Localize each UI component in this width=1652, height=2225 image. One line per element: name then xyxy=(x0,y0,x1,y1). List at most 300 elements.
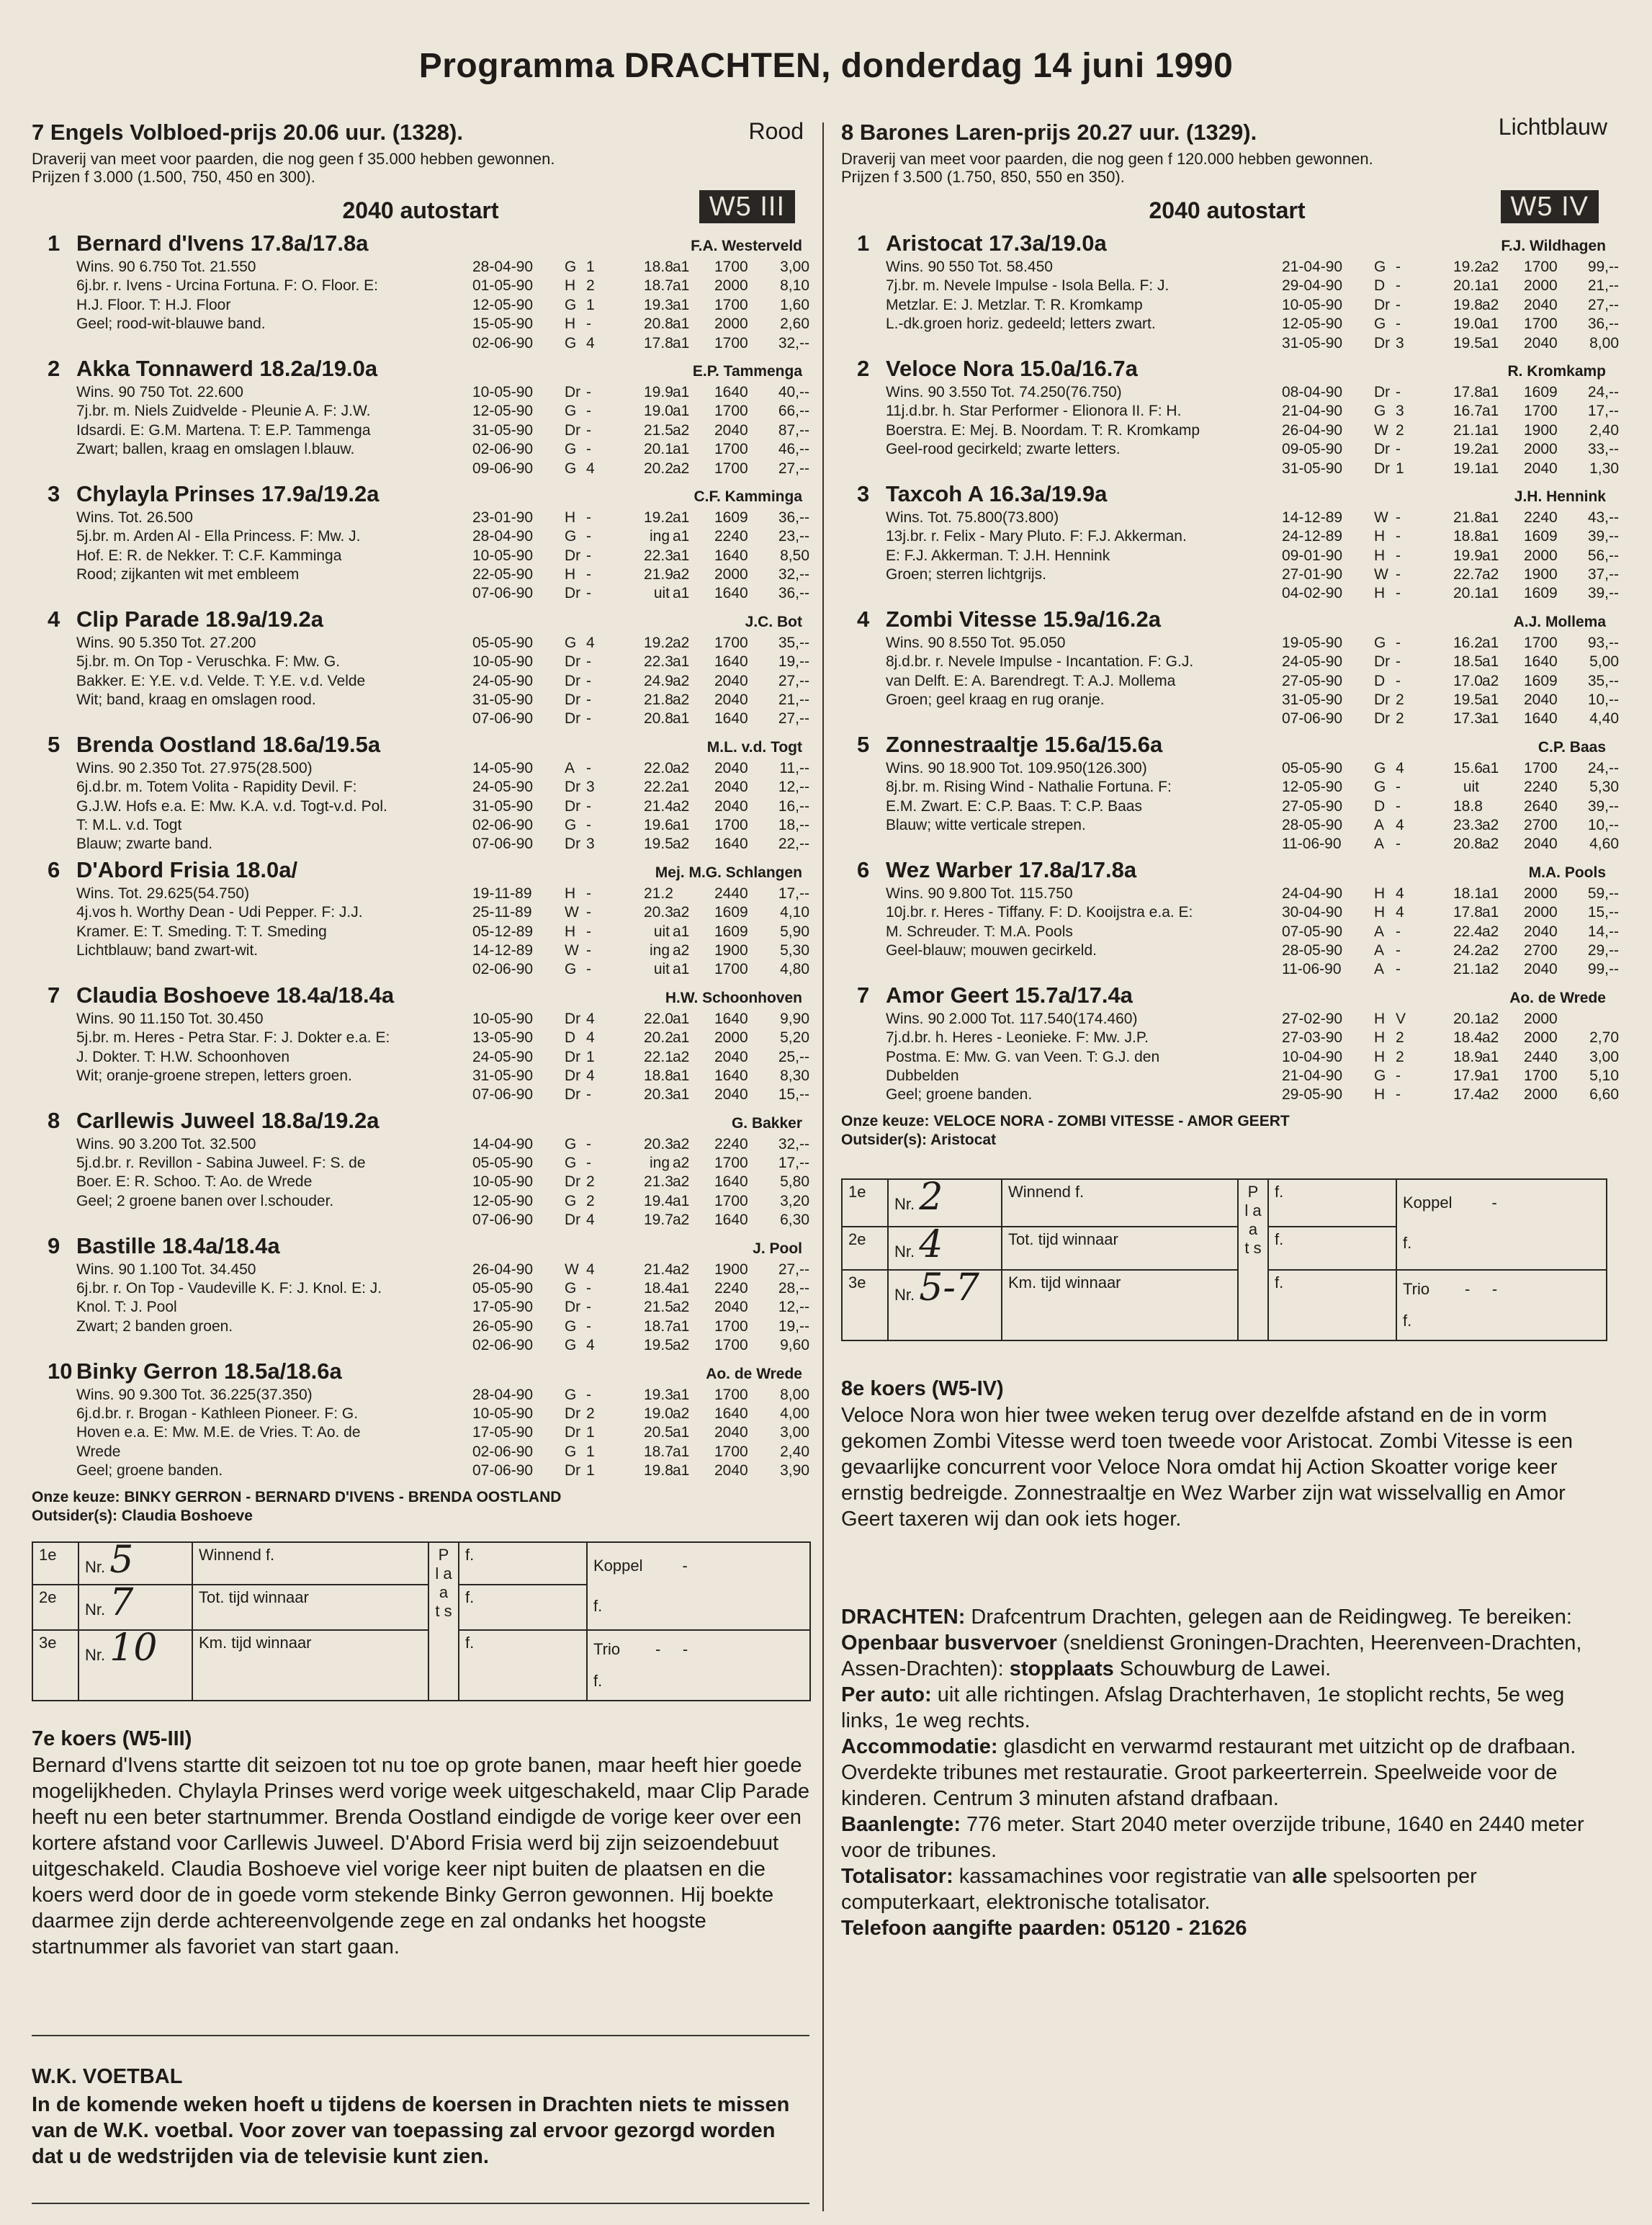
start-field: 19.9 xyxy=(1453,547,1483,564)
start-field: 15-05-90 xyxy=(472,315,534,333)
phone-line: Telefoon aangifte paarden: 05120 - 21626 xyxy=(841,1916,1247,1940)
horse-details xyxy=(32,885,809,980)
horse-name: D'Abord Frisia 18.0a/ xyxy=(76,856,298,882)
start-field: 3,20 xyxy=(780,1192,809,1209)
start-field: Dr xyxy=(565,585,581,602)
start-field: 05-05-90 xyxy=(472,1280,534,1297)
start-field: a1 xyxy=(1482,885,1499,902)
horse-details xyxy=(841,258,1619,353)
horse-name: Clip Parade 18.9a/19.2a xyxy=(76,606,323,632)
horse-info-line: 6j.d.br. m. Totem Volita - Rapidity Devil. F: xyxy=(76,779,357,796)
horse-number: 5 xyxy=(857,731,870,757)
start-field: Dr xyxy=(565,836,581,853)
form-nr-cell[interactable]: Nr. 4 xyxy=(888,1227,1002,1270)
start-field: 6,30 xyxy=(780,1212,809,1229)
start-field: a2 xyxy=(673,759,690,776)
start-field: 25-11-89 xyxy=(472,904,532,921)
start-field: a1 xyxy=(1482,315,1499,333)
horse-header xyxy=(841,981,1613,1010)
start-field: 32,-- xyxy=(778,334,809,352)
start-field: 2000 xyxy=(1524,277,1558,295)
form-plaats: P l a a t s xyxy=(428,1542,459,1701)
start-field: 01-05-90 xyxy=(472,277,534,295)
start-field: G xyxy=(565,528,577,545)
start-row xyxy=(472,691,809,709)
start-row xyxy=(472,816,809,835)
start-field: 1700 xyxy=(1524,634,1558,651)
horse-info xyxy=(76,509,511,585)
start-field: 24,-- xyxy=(1587,759,1619,776)
start-field: - xyxy=(1396,259,1401,275)
start-field: 32,-- xyxy=(778,1135,809,1152)
start-field: - xyxy=(1396,941,1401,959)
start-field: G xyxy=(1374,1067,1386,1084)
start-field: 1640 xyxy=(714,585,748,602)
start-field: 23-01-90 xyxy=(472,509,534,526)
start-row xyxy=(472,315,809,333)
start-field: 22.2 xyxy=(644,779,673,796)
start-field: 4 xyxy=(586,334,595,352)
start-field: a1 xyxy=(673,1029,690,1047)
start-field: A xyxy=(565,759,575,776)
horse-info-line: Wit; band, kraag en omslagen rood. xyxy=(76,691,316,709)
form-nr-cell[interactable]: Nr. 10 xyxy=(78,1630,192,1701)
start-row xyxy=(1282,1085,1619,1104)
start-field: 1640 xyxy=(1524,710,1558,728)
start-field: 27,-- xyxy=(778,460,809,477)
start-field: - xyxy=(586,1299,591,1316)
start-field: G xyxy=(565,1135,577,1152)
start-field: G xyxy=(565,634,577,651)
start-field: Dr xyxy=(565,691,581,709)
horse-header xyxy=(841,480,1613,509)
start-field: G xyxy=(565,1443,577,1460)
start-field: 2 xyxy=(586,277,595,295)
start-field: 18.7 xyxy=(644,1317,673,1335)
start-field: 10-05-90 xyxy=(472,1010,534,1027)
start-row xyxy=(1282,634,1619,653)
start-field: - xyxy=(586,1155,591,1172)
start-field: 40,-- xyxy=(778,383,809,400)
start-field: 1640 xyxy=(714,383,748,400)
start-field: uit xyxy=(653,923,670,940)
start-field: a1 xyxy=(673,547,690,564)
start-field: 22.3 xyxy=(644,653,673,671)
start-field: 22.4 xyxy=(1453,923,1483,940)
start-field: 10,-- xyxy=(1587,816,1619,833)
form-rank: 2e xyxy=(32,1585,78,1630)
start-field: 2040 xyxy=(714,672,748,689)
recent-starts xyxy=(1282,1010,1619,1105)
start-field: 19.6 xyxy=(644,816,673,833)
start-row xyxy=(472,383,809,402)
start-field: 1700 xyxy=(1524,259,1558,275)
start-row xyxy=(472,778,809,797)
start-field: G xyxy=(565,1337,577,1354)
horse-entry xyxy=(32,981,809,1105)
trainer-name: E.P. Tammenga xyxy=(692,362,802,380)
horse-info-line: Hoven e.a. E: Mw. M.E. de Vries. T: Ao. de xyxy=(76,1424,361,1441)
start-field: - xyxy=(1396,797,1401,815)
horse-header xyxy=(841,605,1613,634)
start-field: 2040 xyxy=(1524,334,1558,352)
start-field: a2 xyxy=(1482,259,1499,275)
start-field: 93,-- xyxy=(1587,634,1619,651)
start-field: 2700 xyxy=(1524,816,1558,833)
start-field: - xyxy=(586,904,591,921)
start-field: 2,40 xyxy=(1589,421,1619,439)
start-field: 20.8 xyxy=(644,710,673,728)
start-field: 29-05-90 xyxy=(1282,1086,1343,1103)
start-field: 31-05-90 xyxy=(472,691,534,709)
horse-details xyxy=(841,1010,1619,1105)
start-row xyxy=(1282,691,1619,709)
start-field: Dr xyxy=(565,1212,581,1229)
start-field: 12-05-90 xyxy=(472,403,534,420)
start-field: 36,-- xyxy=(1587,315,1619,333)
start-field: 4 xyxy=(586,634,595,651)
start-field: a1 xyxy=(1482,547,1499,564)
start-field: 2040 xyxy=(1524,836,1558,853)
start-field: a2 xyxy=(673,1299,690,1316)
horse-number: 1 xyxy=(48,230,60,256)
start-field: 43,-- xyxy=(1587,509,1619,526)
horse-info-line: 4j.vos h. Worthy Dean - Udi Pepper. F: J.J. xyxy=(76,904,363,921)
start-field: - xyxy=(1396,1086,1401,1103)
horse-number: 9 xyxy=(48,1232,60,1258)
horse-entry xyxy=(32,1357,809,1481)
horse-info-line: Wins. 90 5.350 Tot. 27.200 xyxy=(76,634,256,651)
start-field: 07-06-90 xyxy=(472,710,534,728)
start-field: Dr xyxy=(565,779,581,796)
start-field: 24-05-90 xyxy=(472,1048,534,1065)
form-field[interactable]: f. xyxy=(1268,1179,1396,1227)
start-field: 27-03-90 xyxy=(1282,1029,1343,1047)
trainer-name: Ao. de Wrede xyxy=(706,1365,802,1382)
horse-details xyxy=(32,759,809,854)
start-field: a1 xyxy=(673,315,690,333)
start-field: 17.8 xyxy=(1453,383,1483,400)
start-type: 2040 autostart xyxy=(342,197,499,223)
start-row xyxy=(472,565,809,584)
trainer-name: J. Pool xyxy=(753,1240,802,1257)
start-field: Dr xyxy=(565,1086,581,1103)
start-field: - xyxy=(586,923,591,940)
start-field: 1609 xyxy=(1524,528,1558,545)
start-field: a1 xyxy=(673,1386,690,1403)
start-field: 17,-- xyxy=(1587,403,1619,420)
start-field: - xyxy=(586,528,591,545)
handwritten-nr: 2 xyxy=(919,1175,943,1219)
start-field: 3 xyxy=(586,779,595,796)
horse-name: Bastille 18.4a/18.4a xyxy=(76,1232,280,1258)
horse-info-line: 7j.br. m. Niels Zuidvelde - Pleunie A. F: J.W. xyxy=(76,403,371,420)
start-field: 1640 xyxy=(1524,653,1558,671)
start-field: 4 xyxy=(1396,904,1404,921)
start-field: 08-04-90 xyxy=(1282,383,1343,400)
start-type: 2040 autostart xyxy=(1149,197,1306,223)
race-class-badge: W5 III xyxy=(699,190,795,223)
start-field: 27-01-90 xyxy=(1282,566,1343,583)
horse-entry xyxy=(32,480,809,604)
horse-info-line: L.-dk.groen horiz. gedeeld; letters zwart. xyxy=(886,315,1156,333)
start-field: 17,-- xyxy=(778,1155,809,1172)
start-field: 21-04-90 xyxy=(1282,259,1343,275)
start-field: - xyxy=(1396,441,1401,458)
start-field: - xyxy=(1396,672,1401,689)
start-field: 1 xyxy=(586,296,595,313)
start-field: G xyxy=(565,1280,577,1297)
horse-details xyxy=(841,509,1619,604)
horse-number: 2 xyxy=(857,355,870,381)
start-field: 1640 xyxy=(714,836,748,853)
start-field: 2,60 xyxy=(780,315,809,333)
start-field: a1 xyxy=(673,277,690,295)
start-field: D xyxy=(565,1029,576,1047)
start-field: 2000 xyxy=(1524,1029,1558,1047)
horse-info-line: 7j.d.br. h. Heres - Leonieke. F: Mw. J.P. xyxy=(886,1029,1149,1047)
start-field: - xyxy=(586,691,591,709)
form-rank: 1e xyxy=(32,1542,78,1585)
horse-details xyxy=(32,1010,809,1105)
start-field: 21.4 xyxy=(644,797,673,815)
form-field[interactable]: f. xyxy=(459,1630,587,1701)
start-field: 21.1 xyxy=(1453,961,1483,978)
start-field: 4,60 xyxy=(1589,836,1619,853)
start-field: a2 xyxy=(673,836,690,853)
form-field[interactable]: f. xyxy=(1268,1270,1396,1340)
start-row xyxy=(1282,440,1619,459)
start-field: - xyxy=(586,710,591,728)
start-field: H xyxy=(1374,1086,1386,1103)
form-nr-cell[interactable]: Nr. 5 xyxy=(78,1542,192,1585)
track-info: DRACHTEN: Drafcentrum Drachten, gelegen aan de Reidingweg. Te bereiken: Openbaar busvervoer (sneldienst Groningen-Drachten, Heerenveen-Drachten, Assen-Drachten): stopplaats Schouwburg de Lawei. Per auto: uit alle richtingen. Afslag Drachterhaven, 1e stoplicht rechts, 5e weg links, 1e weg rechts. Accommodatie: glasdicht en verwarmd restaurant met uitzicht op de drafbaan. Overdekte tribunes met restauratie. Groot parkeerterrein. Speelweide voor de kinderen. Centrum 3 minuten afstand drafbaan. Baanlengte: 776 meter. Start 2040 meter overzijde tribune, 1640 en 2440 meter voor de tribunes. Totalisator: kassamachines voor registratie van alle spelsoorten per computerkaart, elektronische totalisator. Telefoon aangifte paarden: 05120 - 21626 xyxy=(841,1605,1584,1940)
horse-entry xyxy=(841,229,1619,353)
start-field: 4 xyxy=(586,1261,595,1278)
horse-info-line: Wins. 90 3.200 Tot. 32.500 xyxy=(76,1135,256,1152)
start-field: 20.2 xyxy=(644,1029,673,1047)
start-row xyxy=(1282,565,1619,584)
start-field: 99,-- xyxy=(1587,259,1619,275)
start-field: - xyxy=(586,961,591,978)
horse-number: 7 xyxy=(857,982,870,1008)
outsider-label: Outsider(s): xyxy=(841,1131,928,1148)
start-field: 17-05-90 xyxy=(472,1424,534,1441)
start-row xyxy=(472,334,809,353)
start-field: 2000 xyxy=(1524,1086,1558,1103)
form-label: Km. tijd winnaar xyxy=(192,1630,428,1701)
start-field: a2 xyxy=(673,1135,690,1152)
start-field: 2000 xyxy=(1524,904,1558,921)
form-nr-cell[interactable]: Nr. 5-7 xyxy=(888,1270,1002,1340)
start-field: G xyxy=(565,1192,577,1209)
start-field: G xyxy=(565,1317,577,1335)
start-field: 1700 xyxy=(1524,759,1558,776)
start-field: 46,-- xyxy=(778,441,809,458)
form-field[interactable]: f. xyxy=(1268,1227,1396,1270)
start-field: 4 xyxy=(586,460,595,477)
start-field: 1640 xyxy=(714,1010,748,1027)
start-field: 14,-- xyxy=(1587,923,1619,940)
start-field: 19-11-89 xyxy=(472,885,532,902)
start-field: - xyxy=(586,441,591,458)
recent-starts xyxy=(472,383,809,478)
start-field: 1700 xyxy=(714,1192,748,1209)
start-field: 39,-- xyxy=(1587,585,1619,602)
start-field: 09-06-90 xyxy=(472,460,534,477)
start-field: 39,-- xyxy=(1587,797,1619,815)
start-field: 10-05-90 xyxy=(472,1405,534,1422)
start-field: Dr xyxy=(565,1299,581,1316)
start-field: a1 xyxy=(1482,441,1499,458)
start-field: 1700 xyxy=(714,1386,748,1403)
recent-starts xyxy=(472,634,809,729)
start-field: 24-05-90 xyxy=(472,779,534,796)
form-nr-cell[interactable]: Nr. 2 xyxy=(888,1179,1002,1227)
start-field: 1900 xyxy=(714,1261,748,1278)
start-field: 15,-- xyxy=(1587,904,1619,921)
start-row xyxy=(472,1048,809,1067)
start-field: H xyxy=(565,315,576,333)
start-field: 20.8 xyxy=(1453,836,1483,853)
start-row xyxy=(1282,835,1619,854)
start-field: a1 xyxy=(673,441,690,458)
start-field: 19.9 xyxy=(644,383,673,400)
horse-info-line: Wins. 90 2.000 Tot. 117.540(174.460) xyxy=(886,1010,1138,1027)
start-field: 18,-- xyxy=(778,816,809,833)
start-field: A xyxy=(1374,961,1385,978)
horse-info-line: Idsardi. E: G.M. Martena. T: E.P. Tammenga xyxy=(76,421,371,439)
start-field: a2 xyxy=(673,672,690,689)
start-field: 23.3 xyxy=(1453,816,1483,833)
form-koppel[interactable]: Koppel - f. xyxy=(587,1542,810,1630)
start-field: 4,40 xyxy=(1589,710,1619,728)
start-field: 19.5 xyxy=(1453,691,1483,709)
horse-name: Chylayla Prinses 17.9a/19.2a xyxy=(76,480,380,506)
start-field: - xyxy=(1396,296,1401,313)
outsider-value: Claudia Boshoeve xyxy=(121,1507,253,1524)
start-field: 5,90 xyxy=(780,923,809,940)
start-field: 3,00 xyxy=(780,259,809,275)
form-nr-cell[interactable]: Nr. 7 xyxy=(78,1585,192,1630)
start-field: 1 xyxy=(586,1443,595,1460)
start-field: H xyxy=(1374,528,1386,545)
horse-details xyxy=(32,1135,809,1230)
horse-info-line: Lichtblauw; band zwart-wit. xyxy=(76,941,259,959)
form-koppel[interactable]: Koppel - f. xyxy=(1396,1179,1607,1270)
our-choice-value: VELOCE NORA - ZOMBI VITESSE - AMOR GEERT xyxy=(933,1112,1290,1129)
race-header xyxy=(841,115,1613,150)
start-field: 4 xyxy=(586,1337,595,1354)
horse-info-line: Geel-blauw; mouwen gecirkeld. xyxy=(886,941,1097,959)
horse-number: 6 xyxy=(48,856,60,882)
start-field: 1700 xyxy=(1524,315,1558,333)
start-field: a1 xyxy=(1482,759,1499,776)
outsider-label: Outsider(s): xyxy=(32,1507,118,1524)
start-field: 37,-- xyxy=(1587,566,1619,583)
horse-header xyxy=(841,229,1613,258)
start-field: 31-05-90 xyxy=(1282,691,1343,709)
form-trio[interactable]: Trio - - f. xyxy=(587,1630,810,1701)
start-field: 2440 xyxy=(1524,1048,1558,1065)
start-field: 20.1 xyxy=(644,441,673,458)
start-field: 5,20 xyxy=(780,1029,809,1047)
start-row xyxy=(472,1173,809,1191)
start-field: 27,-- xyxy=(778,1261,809,1278)
trainer-name: C.P. Baas xyxy=(1537,738,1606,756)
start-field: 04-02-90 xyxy=(1282,585,1343,602)
start-field: 24-05-90 xyxy=(1282,653,1343,671)
start-field: a1 xyxy=(1482,904,1499,921)
start-field: 33,-- xyxy=(1587,441,1619,458)
start-field: 31-05-90 xyxy=(472,797,534,815)
start-field: 19.2 xyxy=(644,634,673,651)
trainer-name: C.F. Kamminga xyxy=(693,488,802,505)
start-field: 4 xyxy=(1396,816,1404,833)
start-field: - xyxy=(1396,923,1401,940)
start-field: 12,-- xyxy=(778,779,809,796)
horse-info-line: E: F.J. Akkerman. T: J.H. Hennink xyxy=(886,547,1110,564)
start-field: 21,-- xyxy=(778,691,809,709)
start-row xyxy=(1282,383,1619,402)
form-field[interactable]: f. xyxy=(459,1542,587,1585)
start-field: a2 xyxy=(673,566,690,583)
horse-details xyxy=(841,885,1619,980)
race-commentary xyxy=(32,1727,809,1960)
start-field: 1640 xyxy=(714,653,748,671)
column-divider xyxy=(822,122,824,2211)
horse-list xyxy=(32,229,809,1481)
start-row xyxy=(1282,296,1619,315)
start-field: 20.8 xyxy=(644,315,673,333)
horse-entry xyxy=(841,480,1619,604)
start-field: 6,60 xyxy=(1589,1086,1619,1103)
form-field[interactable]: f. xyxy=(459,1585,587,1630)
start-field: a1 xyxy=(673,383,690,400)
start-field: 2,70 xyxy=(1589,1029,1619,1047)
start-field: Dr xyxy=(1374,691,1391,709)
start-field: 2000 xyxy=(1524,441,1558,458)
start-field: 19.2 xyxy=(644,509,673,526)
start-field: 10-05-90 xyxy=(472,653,534,671)
start-field: a2 xyxy=(1482,961,1499,978)
start-field: 27-05-90 xyxy=(1282,672,1343,689)
start-row xyxy=(1282,816,1619,835)
start-field: 2000 xyxy=(714,1029,748,1047)
race-color: Rood xyxy=(748,118,804,144)
horse-name: Brenda Oostland 18.6a/19.5a xyxy=(76,731,381,757)
start-field: 18.7 xyxy=(644,277,673,295)
start-field: a1 xyxy=(1482,460,1499,477)
start-field: 24,-- xyxy=(1587,383,1619,400)
start-field: a1 xyxy=(673,403,690,420)
divider xyxy=(32,2035,809,2036)
start-field: 26-04-90 xyxy=(1282,421,1343,439)
horse-info-line: Geel; 2 groene banen over l.schouder. xyxy=(76,1192,334,1209)
form-trio[interactable]: Trio - - f. xyxy=(1396,1270,1607,1340)
start-field: G xyxy=(1374,759,1386,776)
race-color: Lichtblauw xyxy=(1498,114,1607,140)
start-field: 4 xyxy=(1396,759,1404,776)
trainer-name: F.A. Westerveld xyxy=(691,238,802,254)
start-field: 2040 xyxy=(1524,691,1558,709)
start-field: 19.5 xyxy=(1453,334,1483,352)
form-label: Tot. tijd winnaar xyxy=(192,1585,428,1630)
start-field: H xyxy=(565,885,576,902)
start-field: 10-05-90 xyxy=(472,1173,534,1191)
start-field: a1 xyxy=(1482,421,1499,439)
start-field: 1609 xyxy=(1524,383,1558,400)
